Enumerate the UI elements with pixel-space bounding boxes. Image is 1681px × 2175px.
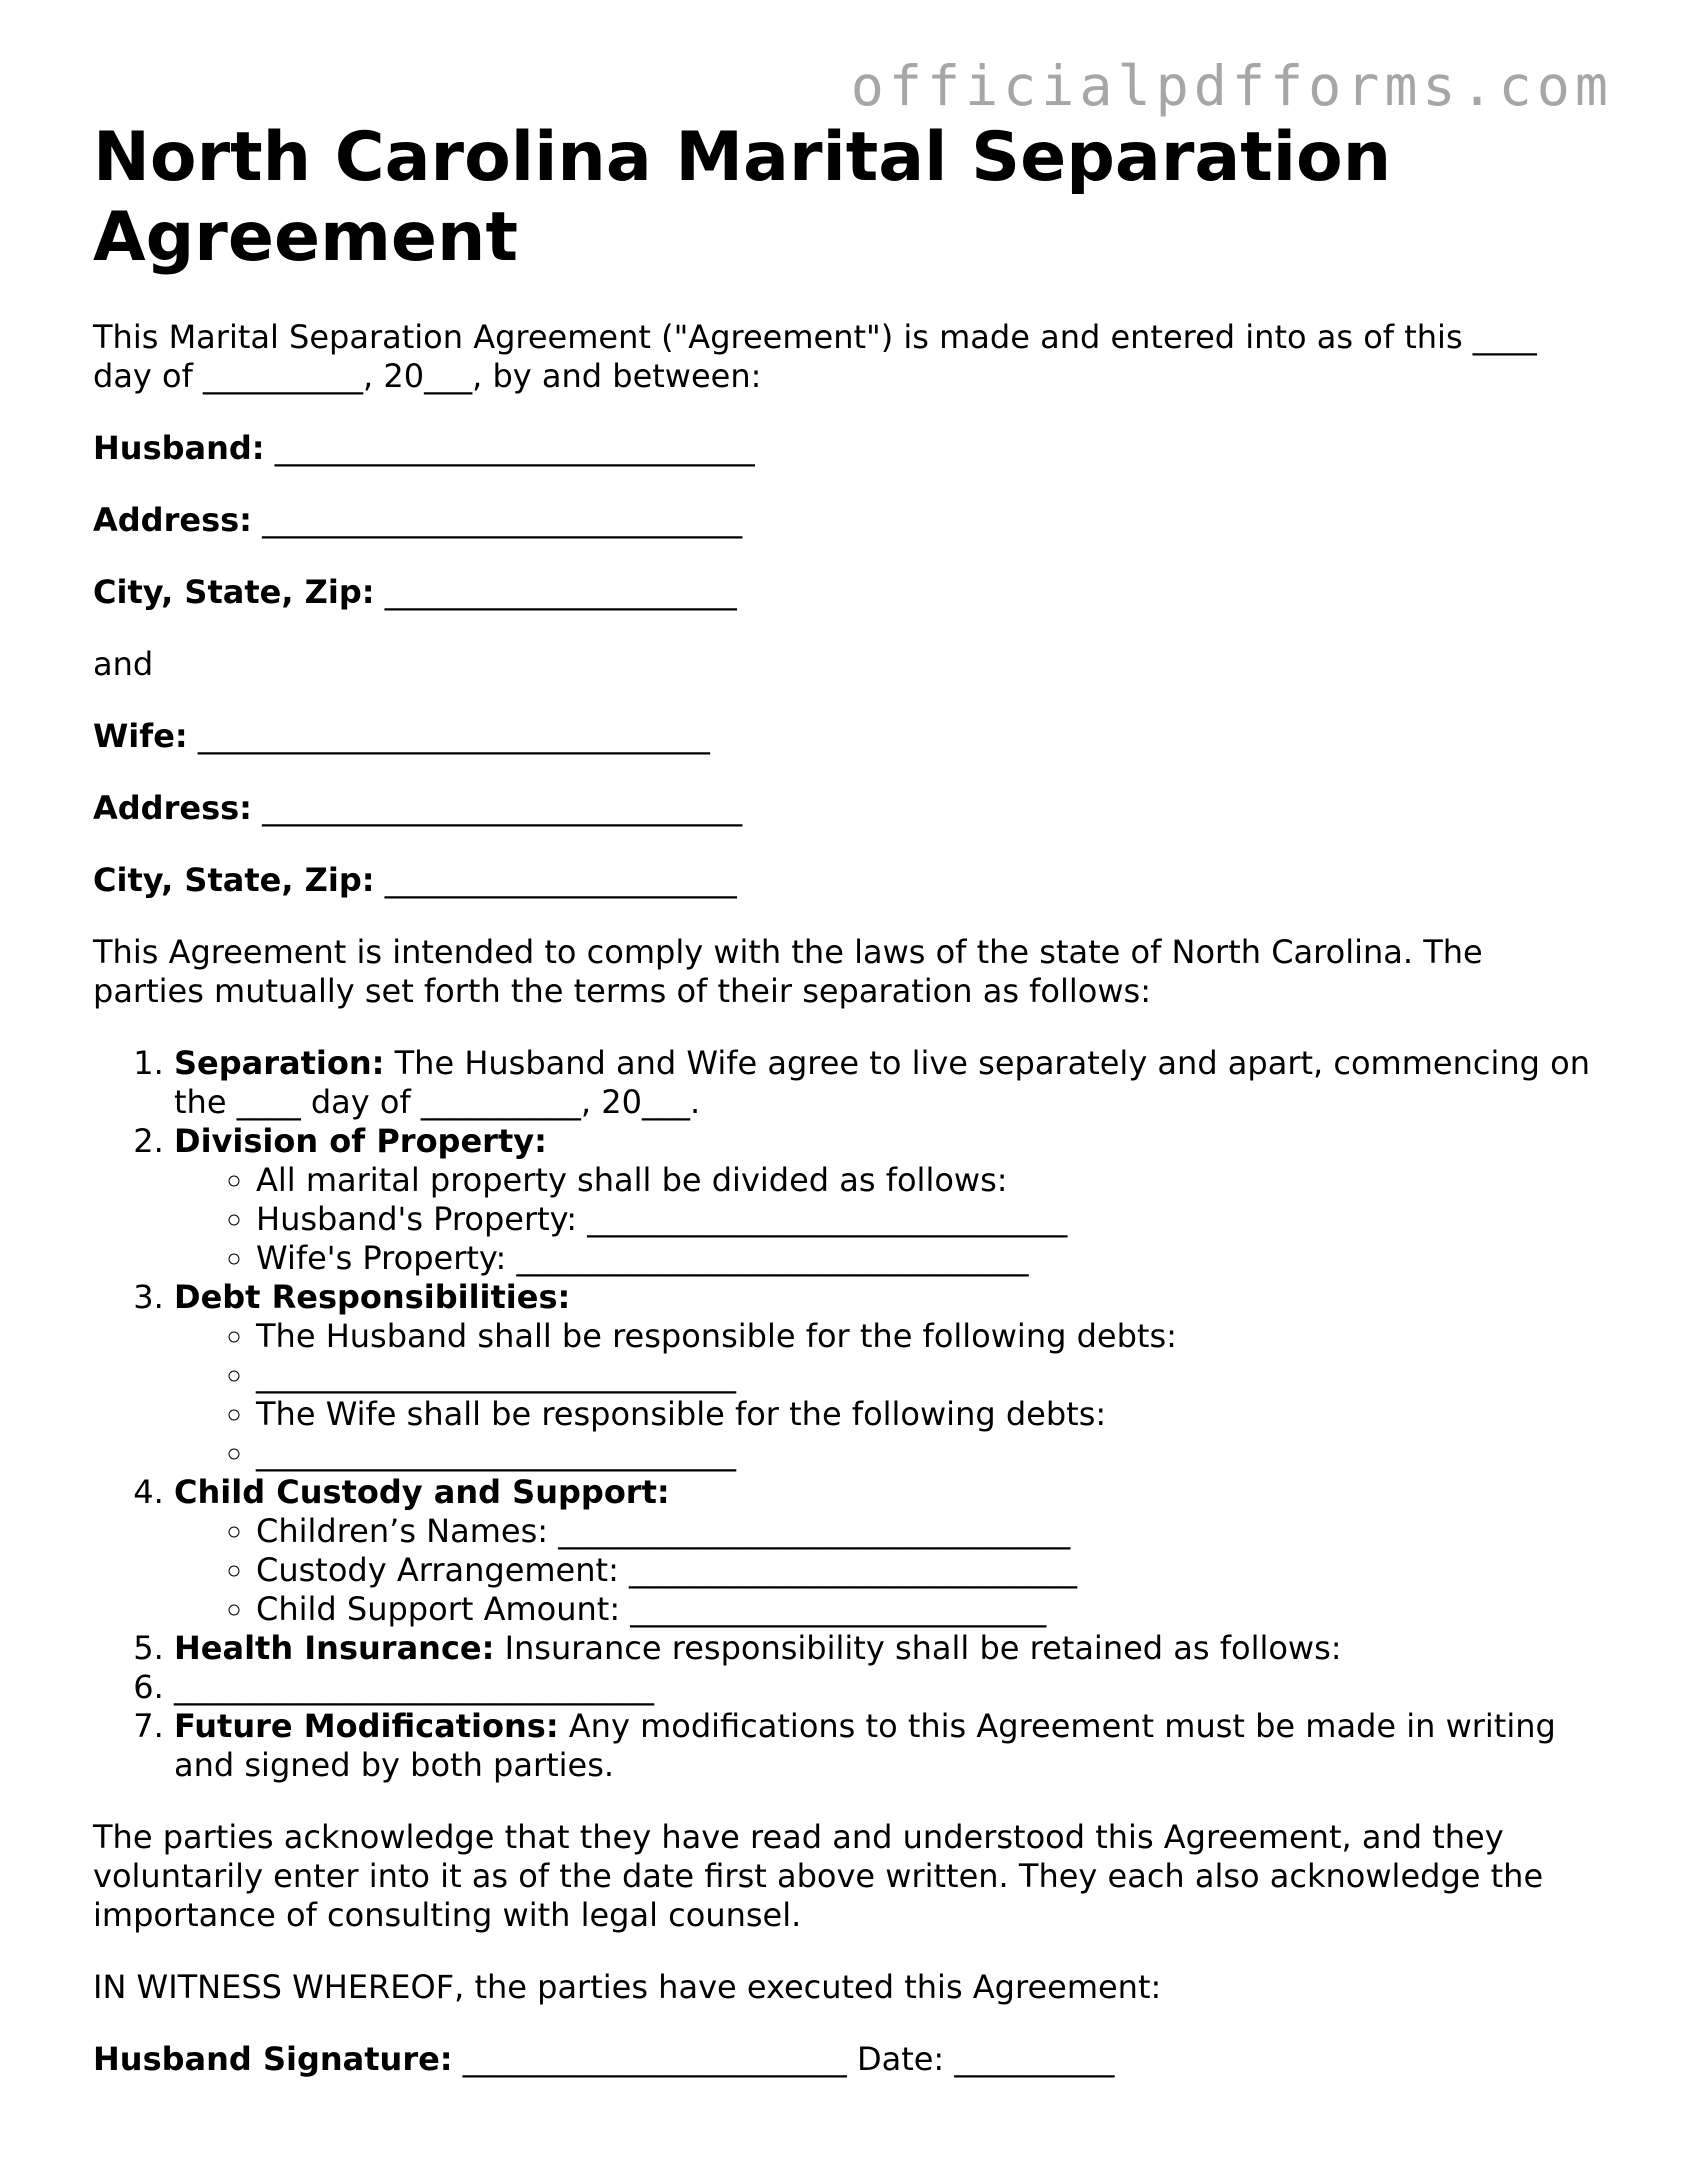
term-separation-label: Separation: [174, 1044, 385, 1082]
and-text: and [93, 645, 154, 683]
term-division-of-property [174, 1122, 1593, 1278]
term-blank [174, 1668, 1593, 1707]
signature-label: Husband Signature: [93, 2040, 453, 2078]
list-item: ◦ The Wife shall be responsible for the following debts: [256, 1395, 1593, 1434]
intro-paragraph: This Marital Separation Agreement ("Agreement") is made and entered into as of this ____ day of __________, 20___, by and between: [93, 318, 1537, 395]
wife-address-label: Address: [93, 789, 252, 827]
term-debt-responsibilities [174, 1278, 1593, 1473]
document-page [93, 118, 1593, 2079]
term-child-custody-label: Child Custody and Support: [174, 1473, 670, 1511]
list-item: ◦ All marital property shall be divided as follows: [256, 1161, 1593, 1200]
debt-sublist [174, 1317, 1593, 1473]
list-item: ◦ ______________________________ [256, 1356, 1593, 1395]
term-separation-text: The Husband and Wife agree to live separately and apart, commencing on the ____ day of __________, 20___. [174, 1044, 1590, 1121]
list-item: ◦ Child Support Amount: __________________________ [256, 1590, 1593, 1629]
wife-name-blank: ________________________________ [197, 717, 710, 755]
list-item: ◦ ______________________________ [256, 1434, 1593, 1473]
terms-list [93, 1044, 1593, 1785]
term-debt-label: Debt Responsibilities: [174, 1278, 571, 1316]
term-future-label: Future Modifications: [174, 1707, 559, 1745]
husband-address-blank: ______________________________ [262, 501, 743, 539]
husband-city-label: City, State, Zip: [93, 573, 375, 611]
term-future-text: Any modifications to this Agreement must be made in writing and signed by both parties. [174, 1707, 1556, 1784]
property-sublist [174, 1161, 1593, 1278]
custody-sublist [174, 1512, 1593, 1629]
husband-address-field [93, 501, 1593, 540]
date-blank: __________ [954, 2040, 1115, 2078]
husband-city-blank: ______________________ [384, 573, 737, 611]
acknowledgment-paragraph: The parties acknowledge that they have read and understood this Agreement, and they voluntarily enter into it as of the date first above written. They each also acknowledge the importance of consulting with legal counsel. [93, 1818, 1544, 1934]
term-health-label: Health Insurance: [174, 1629, 495, 1667]
husband-name-label: Husband: [93, 429, 265, 467]
husband-name-blank: ______________________________ [274, 429, 755, 467]
signature-blank: ________________________ [462, 2040, 847, 2078]
wife-city-field [93, 861, 1593, 900]
wife-address-field [93, 789, 1593, 828]
list-item: ◦ Custody Arrangement: ____________________________ [256, 1551, 1593, 1590]
list-item: ◦ Husband's Property: ______________________________ [256, 1200, 1593, 1239]
witness-text: IN WITNESS WHEREOF, the parties have executed this Agreement: [93, 1968, 1162, 2006]
term-blank-text: ______________________________ [174, 1668, 654, 1706]
husband-address-label: Address: [93, 501, 252, 539]
term-health-insurance [174, 1629, 1593, 1668]
husband-city-field [93, 573, 1593, 612]
date-label: Date: [856, 2040, 945, 2078]
page-title: North Carolina Marital Separation Agreement [93, 118, 1392, 277]
wife-city-label: City, State, Zip: [93, 861, 375, 899]
husband-name-field [93, 429, 1593, 468]
term-separation [174, 1044, 1593, 1122]
watermark: officialpdfforms.com [850, 54, 1613, 118]
list-item: ◦ Wife's Property: ________________________________ [256, 1239, 1593, 1278]
list-item: ◦ The Husband shall be responsible for the following debts: [256, 1317, 1593, 1356]
list-item: ◦ Children’s Names: ________________________________ [256, 1512, 1593, 1551]
wife-name-field [93, 717, 1593, 756]
wife-city-blank: ______________________ [384, 861, 737, 899]
wife-address-blank: ______________________________ [262, 789, 743, 827]
statement-paragraph: This Agreement is intended to comply with the laws of the state of North Carolina. The parties mutually set forth the terms of their separation as follows: [93, 933, 1483, 1010]
term-division-label: Division of Property: [174, 1122, 547, 1160]
husband-signature-line [93, 2040, 1593, 2079]
term-future-modifications [174, 1707, 1593, 1785]
term-health-text: Insurance responsibility shall be retained as follows: [494, 1629, 1342, 1667]
term-child-custody [174, 1473, 1593, 1629]
wife-name-label: Wife: [93, 717, 188, 755]
